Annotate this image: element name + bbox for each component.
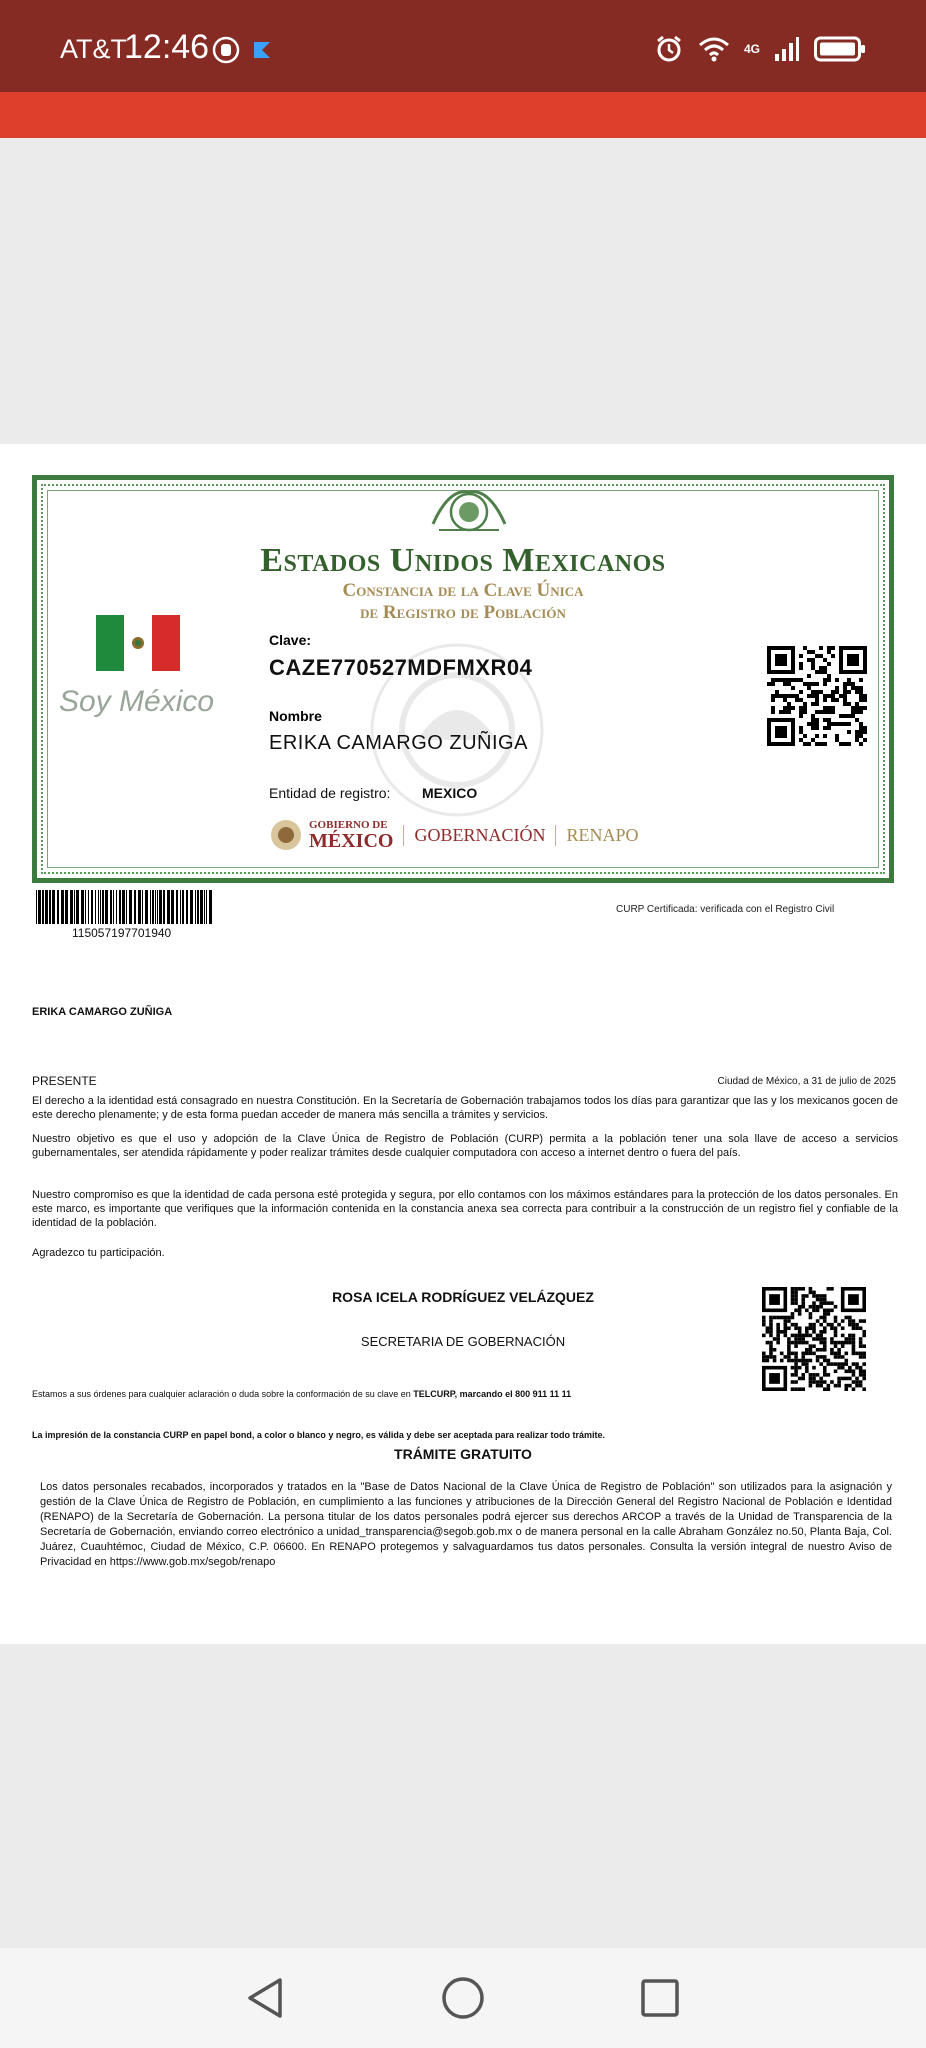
- barcode-number: 115057197701940: [72, 926, 172, 940]
- curp-value: CAZE770527MDFMXR04: [269, 655, 533, 680]
- gobierno-de-mexico-logo: [269, 818, 393, 852]
- card-title: Estados Unidos Mexicanos: [260, 542, 666, 579]
- home-button[interactable]: [439, 1974, 487, 2022]
- kotlin-app-icon: [252, 40, 272, 60]
- android-nav-bar: [0, 1948, 926, 2048]
- signer-name: ROSA ICELA RODRÍGUEZ VELÁZQUEZ: [332, 1289, 594, 1305]
- alarm-icon: [654, 34, 684, 64]
- document-page: [0, 444, 926, 1644]
- signal-icon: [774, 36, 800, 62]
- mexico-text: MÉXICO: [309, 829, 394, 852]
- browser-toolbar-strip: [0, 92, 926, 138]
- telcurp-note: Estamos a sus órdenes para cualquier aclaración o duda sobre la conformación de su clave en TELCURP, marcando el 800 911 11 11: [32, 1389, 572, 1399]
- tramite-gratuito: TRÁMITE GRATUITO: [394, 1446, 532, 1462]
- recents-button[interactable]: [636, 1974, 684, 2022]
- entidad-label: Entidad de registro:: [269, 785, 391, 801]
- letter-date: Ciudad de México, a 31 de julio de 2025: [717, 1076, 896, 1087]
- barcode-icon: [36, 890, 216, 924]
- national-seal-icon: [429, 484, 509, 540]
- nombre-value: ERIKA CAMARGO ZUÑIGA: [269, 732, 528, 754]
- status-bar: [0, 0, 926, 92]
- network-type-label: 4G: [743, 42, 760, 56]
- battery-icon: [814, 35, 866, 63]
- card-subtitle-line1: Constancia de la Clave Única: [342, 580, 584, 601]
- entidad-value: MEXICO: [422, 785, 478, 801]
- renapo-logo: RENAPO: [555, 825, 638, 846]
- clave-label: Clave:: [269, 632, 312, 648]
- mexican-flag-icon: [96, 615, 180, 671]
- nombre-label: Nombre: [269, 708, 322, 724]
- app-notification-icon: [212, 36, 240, 64]
- back-triangle-icon: [246, 1976, 286, 2020]
- carrier-label: AT&T: [60, 34, 127, 64]
- home-circle-icon: [441, 1976, 485, 2020]
- gobernacion-logo: GOBERNACIÓN: [403, 825, 545, 846]
- qr-code-icon: [767, 646, 867, 746]
- letter-presente: PRESENTE: [32, 1074, 97, 1088]
- back-button[interactable]: [242, 1974, 290, 2022]
- impresion-note: La impresión de la constancia CURP en papel bond, a color o blanco y negro, es válida y debe ser aceptada para realizar todo trámite.: [32, 1430, 606, 1440]
- gobierno-de-text: GOBIERNO DE: [309, 818, 388, 831]
- signer-title: SECRETARIA DE GOBERNACIÓN: [360, 1334, 566, 1349]
- signature-qr-code-icon: [762, 1287, 866, 1391]
- recents-square-icon: [640, 1978, 680, 2018]
- system-icons: [654, 34, 866, 64]
- letter-paragraph-2: Nuestro objetivo es que el uso y adopción de la Clave Única de Registro de Población (CURP) permita a la población tener una sola llave de acceso a servicios gubernamentales, ser atendida rápidamente y poder realizar trámites desde cualquier computadora con acceso a internet dentro o fuera del país.: [32, 1133, 898, 1159]
- letter-recipient: ERIKA CAMARGO ZUÑIGA: [32, 1006, 173, 1018]
- curp-card: [32, 475, 894, 883]
- letter-paragraph-3: Nuestro compromiso es que la identidad de cada persona esté protegida y segura, por ello contamos con los máximos estándares para la protección de los datos personales. En este marco, es importante que verifiques que la información contenida en la constancia anexa sea correcta para contribuir a la construcción de un registro fiel y confiable de la identidad de la población.: [32, 1189, 898, 1229]
- letter-paragraph-1: El derecho a la identidad está consagrado en nuestra Constitución. En la Secretaría de Gobernación trabajamos todos los días para garantizar que las y los mexicanos gocen de este derecho plenamente; y de esta forma puedan acceder de manera más sencilla a trámites y servicios.: [32, 1095, 898, 1121]
- notification-icons: [212, 36, 272, 64]
- government-logos: [269, 818, 638, 852]
- certificada-note: CURP Certificada: verificada con el Registro Civil: [616, 904, 835, 915]
- privacy-notice: Los datos personales recabados, incorporados y tratados en la "Base de Datos Nacional de la Clave Única de Registro de Población" son utilizados para la asignación y gestión de la Clave Única de Registro de Población, en cumplimiento a las funciones y atribuciones de la Dirección General del Registro Nacional de Población e Identidad (RENAPO) de la Secretaría de Gobernación. La persona titular de los datos personales podrá ejercer sus derechos ARCOP a través de la Unidad de Transparencia de la Secretaría de Gobernación, enviando correo electrónico a unidad_transparencia@segob.gob.mx o de manera personal en la calle Abraham González no.50, Planta Baja, Col. Juárez, Cuauhtémoc, Ciudad de México, C.P. 06600. En RENAPO protegemos y salvaguardamos tus datos personales. Consulta la versión integral de nuestro Aviso de Privacidad en https://www.gob.mx/segob/renapo: [40, 1481, 892, 1568]
- letter-paragraph-4: Agradezco tu participación.: [32, 1247, 165, 1259]
- eagle-seal-icon: [269, 818, 303, 852]
- wifi-icon: [698, 35, 730, 63]
- clock: 12:46: [124, 28, 210, 66]
- card-subtitle-line2: de Registro de Población: [360, 602, 566, 623]
- soy-mexico-label: Soy México: [59, 685, 215, 718]
